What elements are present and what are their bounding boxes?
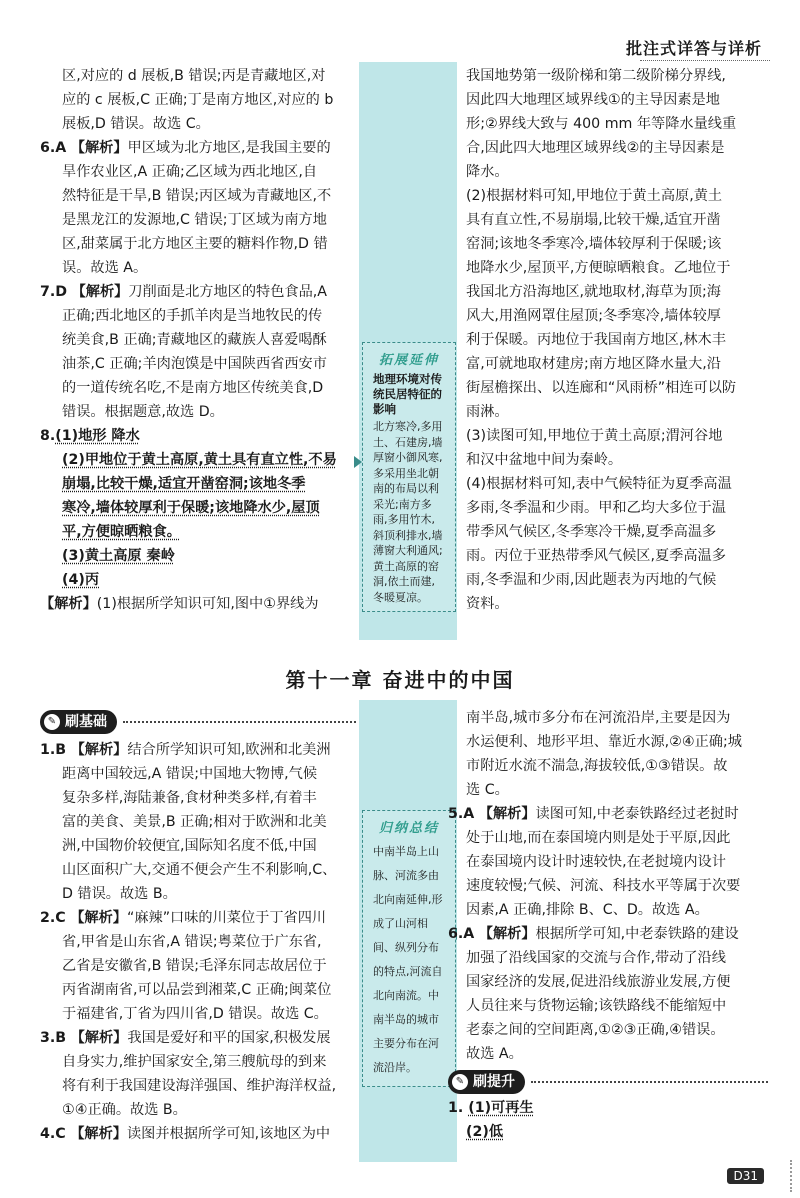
continued-line: 南半岛,城市多分布在河流沿岸,主要是因为 (466, 710, 731, 726)
analysis-line: D 错误。故选 B。 (62, 886, 177, 902)
continued-line: 水运便利、地形平坦、靠近水源,②④正确;城 (466, 734, 742, 750)
side-note-body: 中南半岛上山脉、河流多由北向南延伸,形成了山河相间、纵列分布的特点,河流自北向南流。中南半岛的城市主要分布在河流沿岸。 (373, 845, 443, 1074)
analysis-line: 国家经济的发展,促进沿线旅游业发展,方便 (466, 974, 731, 990)
analysis-line: 距离中国较远,A 错误;中国地大物博,气候 (62, 766, 318, 782)
question-number: 5. (448, 806, 464, 822)
text-line: 多雨,冬季温和少雨。甲和乙均大多位于温 (466, 500, 726, 516)
question-6 (40, 136, 356, 160)
text-line: (2)根据材料可知,甲地位于黄土高原,黄土 (466, 188, 723, 204)
header-title: 批注式详答与详析 (625, 39, 762, 58)
analysis-tag: 【解析】 (70, 1030, 128, 1046)
question-number: 1. (448, 1100, 464, 1116)
text-line: 资料。 (466, 596, 509, 612)
continued-line: 市附近水流不湍急,海拔较低,①③错误。故 (466, 758, 728, 774)
section-header-advanced (448, 1070, 768, 1094)
question-number: 2. (40, 910, 56, 926)
text-line: 雨淋。 (466, 404, 509, 420)
analysis-line: 自身实力,维护国家安全,第三艘航母的到来 (62, 1054, 327, 1070)
analysis-line: 于福建省,丁省为四川省,D 错误。故选 C。 (62, 1006, 328, 1022)
text-line: (3)读图可知,甲地位于黄土高原;渭河谷地 (466, 428, 723, 444)
answer-letter: A (463, 806, 475, 822)
text-line: 我国北方沿海地区,就地取材,海草为顶;海 (466, 284, 721, 300)
text-line: 利于保暖。丙地位于我国南方地区,林木丰 (466, 332, 726, 348)
answer-part-1: (1)可再生 (468, 1100, 534, 1116)
analysis-line: 老泰之间的空间距离,①②③正确,④错误。 (466, 1022, 725, 1038)
analysis-tag: 【解析】 (70, 910, 127, 926)
analysis-line: 加强了沿线国家的交流与合作,带动了沿线 (466, 950, 726, 966)
analysis-line: 将有利于我国建设海洋强国、维护海洋权益, (62, 1078, 337, 1094)
analysis-text: 我国是爱好和平的国家,积极发展 (127, 1030, 331, 1046)
text-line: 合,因此四大地理区域界线②的主导因素是 (466, 140, 725, 156)
question-1 (40, 738, 356, 762)
side-arrow-icon (354, 456, 362, 468)
answer-letter: A (463, 926, 475, 942)
question-number: 1. (40, 742, 56, 758)
continued-line: 选 C。 (466, 782, 509, 798)
section-badge (40, 710, 117, 734)
side-note-subtitle: 地理环境对传统民居特征的影响 (373, 372, 442, 416)
analysis-line: 旱作农业区,A 正确;乙区域为西北地区,自 (62, 164, 318, 180)
text-line: 街屋檐探出、以连廊和“风雨桥”相连可以防 (466, 380, 737, 396)
analysis-tag: 【解析】 (478, 926, 536, 942)
answer-part-2: 崩塌,比较干燥,适宜开凿窑洞;该地冬季 (62, 476, 306, 492)
question-number: 3. (40, 1030, 56, 1046)
text-line: 降水。 (466, 164, 509, 180)
answer-part-3: (3)黄土高原 秦岭 (62, 548, 175, 564)
analysis-tag: 【解析】 (70, 140, 128, 156)
analysis-line: 人员往来与货物运输;该铁路线不能缩短中 (466, 998, 727, 1014)
analysis-line: 富的美食、美景,B 正确;相对于欧洲和北美 (62, 814, 327, 830)
side-note-body: 北方寒冷,多用土、石建房,墙厚窗小御风寒,多采用坐北朝南的布局以利采光;南方多雨,多用竹木,斜顶利排水,墙薄窗大利通风;黄土高原的窑洞,依土而建,冬暖夏凉。 (373, 420, 443, 604)
section-label: 刷提升 (473, 1074, 515, 1090)
question-5 (448, 802, 768, 826)
page-number: D31 (727, 1168, 764, 1184)
analysis-text: 读图可知,中老泰铁路经过老挝时 (535, 806, 739, 822)
analysis-line: 复杂多样,海陆兼备,食材种类多样,有着丰 (62, 790, 317, 806)
analysis-line: 是黑龙江的发源地,C 错误;丁区域为南方地 (62, 212, 327, 228)
answer-part-4: (4)丙 (62, 572, 100, 588)
top-right-column (466, 64, 768, 616)
answer-part-1: (1)地形 降水 (55, 428, 140, 444)
answer-part-2: (2)低 (466, 1124, 504, 1140)
text-line: 形;②界线大致与 400 mm 年等降水量线重 (466, 116, 737, 132)
analysis-line: 洲,中国物价较便宜,国际知名度不低,中国 (62, 838, 317, 854)
answer-part-2: (2)甲地位于黄土高原,黄土具有直立性,不易 (62, 452, 337, 468)
chapter-title: 第十一章 奋进中的中国 (285, 668, 515, 692)
continued-line: 区,对应的 d 展板,B 错误;丙是青藏地区,对 (62, 68, 326, 84)
analysis-line: 乙省是安徽省,B 错误;毛泽东同志故居位于 (62, 958, 327, 974)
question-number: 6. (448, 926, 464, 942)
analysis-line: 速度较慢;气候、河流、科技水平等属于次要 (466, 878, 741, 894)
analysis-tag: 【解析】 (40, 596, 97, 612)
text-line: 和汉中盆地中间为秦岭。 (466, 452, 623, 468)
text-line: 窑洞;该地冬季寒冷,墙体较厚利于保暖;该 (466, 236, 722, 252)
question-6 (448, 922, 768, 946)
text-line: 富,可就地取材建房;南方地区降水量大,沿 (466, 356, 721, 372)
answer-letter: C (55, 1126, 66, 1142)
analysis-line: 正确;西北地区的手抓羊肉是当地牧民的传 (62, 308, 323, 324)
bottom-right-column (448, 706, 768, 1144)
analysis-tag: 【解析】 (71, 284, 129, 300)
pencil-icon: ✎ (44, 714, 60, 730)
text-line: 带季风气候区,冬季寒冷干燥,夏季高温多 (466, 524, 717, 540)
question-2 (40, 906, 356, 930)
analysis-line: 省,甲省是山东省,A 错误;粤菜位于广东省, (62, 934, 322, 950)
analysis-tag: 【解析】 (70, 1126, 127, 1142)
side-note-title: 归纳总结 (378, 821, 439, 836)
answer-letter: A (55, 140, 67, 156)
text-line: 雨,冬季温和少雨,因此题表为丙地的气候 (466, 572, 717, 588)
section-divider (531, 1081, 768, 1083)
bottom-left-column (40, 710, 356, 1146)
section-header-basic (40, 710, 356, 734)
page-header (0, 0, 800, 62)
header-divider (640, 60, 770, 61)
analysis-line: ①④正确。故选 B。 (62, 1102, 187, 1118)
question-4 (40, 1122, 356, 1146)
question-1-advanced (448, 1096, 768, 1120)
question-8 (40, 424, 356, 448)
continued-line: 展板,D 错误。故选 C。 (62, 116, 210, 132)
question-number: 8. (40, 428, 56, 444)
side-note-title: 拓展延伸 (378, 353, 439, 368)
question-3 (40, 1026, 356, 1050)
analysis-text: 读图并根据所学可知,该地区为中 (126, 1126, 331, 1142)
analysis-line: 丙省湖南省,可以品尝到湘菜,C 正确;闽菜位 (62, 982, 332, 998)
pencil-icon: ✎ (452, 1074, 468, 1090)
text-line: 地降水少,屋顶平,方便晾晒粮食。乙地位于 (466, 260, 731, 276)
section-divider (123, 721, 356, 723)
analysis-line: 山区面积广大,交通不便会产生不利影响,C、 (62, 862, 337, 878)
analysis-text: (1)根据所学知识可知,图中①界线为 (96, 596, 319, 612)
analysis-text: 刀削面是北方地区的特色食品,A (128, 284, 327, 300)
side-note-summary (362, 810, 456, 1087)
answer-letter: B (55, 1030, 67, 1046)
analysis-line: 故选 A。 (466, 1046, 523, 1062)
analysis-line: 油茶,C 正确;羊肉泡馍是中国陕西省西安市 (62, 356, 327, 372)
analysis-line: 然特征是干旱,B 错误;丙区域为青藏地区,不 (62, 188, 332, 204)
question-7 (40, 280, 356, 304)
text-line: 因此四大地理区域界线①的主导因素是地 (466, 92, 720, 108)
answer-letter: C (55, 910, 66, 926)
section-badge (448, 1070, 525, 1094)
analysis-line: 因素,A 正确,排除 B、C、D。故选 A。 (466, 902, 709, 918)
analysis-text: 甲区域为北方地区,是我国主要的 (127, 140, 331, 156)
section-label: 刷基础 (65, 714, 107, 730)
analysis-line: 的一道传统名吃,不是南方地区传统美食,D (62, 380, 324, 396)
analysis-tag: 【解析】 (70, 742, 128, 758)
analysis-line: 误。故选 A。 (62, 260, 148, 276)
question-number: 6. (40, 140, 56, 156)
analysis-text: 根据所学可知,中老泰铁路的建设 (535, 926, 739, 942)
answer-part-2: 平,方便晾晒粮食。 (62, 524, 181, 540)
answer-letter: B (55, 742, 67, 758)
text-line: 我国地势第一级阶梯和第二级阶梯分界线, (466, 68, 726, 84)
question-number: 7. (40, 284, 56, 300)
top-left-column (40, 64, 356, 616)
side-note-extension (362, 342, 456, 612)
answer-letter: D (55, 284, 68, 300)
text-line: 雨。丙位于亚热带季风气候区,夏季高温多 (466, 548, 726, 564)
analysis-line: 统美食,B 正确;青藏地区的藏族人喜爱喝酥 (62, 332, 327, 348)
analysis-line (40, 592, 356, 616)
analysis-line: 处于山地,而在泰国境内则是处于平原,因此 (466, 830, 731, 846)
answer-part-2: 寒冷,墙体较厚利于保暖;该地降水少,屋顶 (62, 500, 320, 516)
analysis-line: 错误。根据题意,故选 D。 (62, 404, 224, 420)
analysis-line: 在泰国境内设计时速较快,在老挝境内设计 (466, 854, 726, 870)
analysis-tag: 【解析】 (478, 806, 536, 822)
page-corner-decoration (778, 1160, 792, 1192)
continued-line: 应的 c 展板,C 正确;丁是南方地区,对应的 b (62, 92, 334, 108)
question-number: 4. (40, 1126, 56, 1142)
analysis-text: 结合所学知识可知,欧洲和北美洲 (127, 742, 331, 758)
text-line: (4)根据材料可知,表中气候特征为夏季高温 (466, 476, 732, 492)
analysis-line: 区,甜菜属于北方地区主要的糖料作物,D 错 (62, 236, 328, 252)
analysis-text: “麻辣”口味的川菜位于丁省四川 (126, 910, 327, 926)
text-line: 风大,用渔网罩住屋顶;冬季寒冷,墙体较厚 (466, 308, 721, 324)
text-line: 具有直立性,不易崩塌,比较干燥,适宜开凿 (466, 212, 721, 228)
